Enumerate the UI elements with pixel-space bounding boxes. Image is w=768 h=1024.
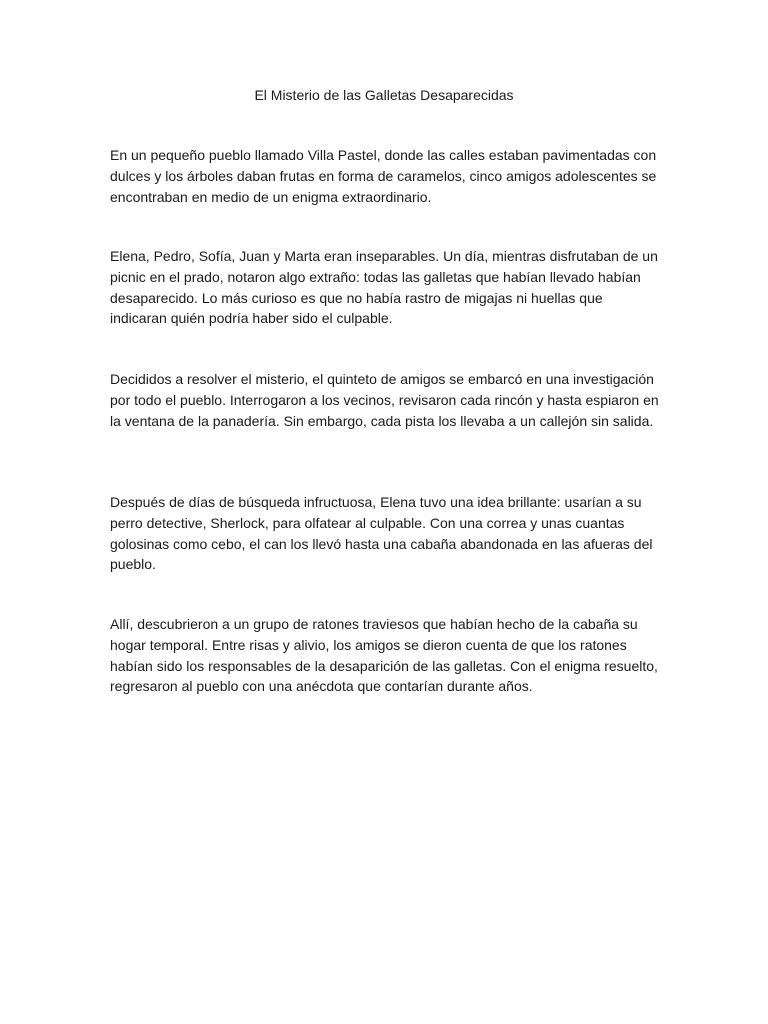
- document-title: El Misterio de las Galletas Desaparecidas: [254, 87, 514, 103]
- paragraph-2: Elena, Pedro, Sofía, Juan y Marta eran inseparables. Un día, mientras disfrutaban de un picnic en el prado, notaron algo extraño: todas las galletas que habían llevado habían desaparecido. Lo más curioso es que no había rastro de migajas ni huellas que indicaran quién podría haber sido el culpable.: [110, 248, 658, 327]
- paragraph-4: Después de días de búsqueda infructuosa, Elena tuvo una idea brillante: usarían a su perro detective, Sherlock, para olfatear al culpable. Con una correa y unas cuantas golosinas como cebo, el can los llevó hasta una cabaña abandonada en las afueras del pueblo.: [110, 494, 653, 573]
- paragraph-5: Allí, descubrieron a un grupo de ratones traviesos que habían hecho de la cabaña su hogar temporal. Entre risas y alivio, los amigos se dieron cuenta de que los ratones habían sido los responsables de la desaparición de las galletas. Con el enigma resuelto, regresaron al pueblo con una anécdota que contarían durante años.: [110, 616, 658, 695]
- paragraph-1: En un pequeño pueblo llamado Villa Pastel, donde las calles estaban pavimentadas con dulces y los árboles daban frutas en forma de caramelos, cinco amigos adolescentes se encontraban en medio de un enigma extraordinario.: [110, 147, 657, 205]
- paragraph-3: Decididos a resolver el misterio, el quinteto de amigos se embarcó en una investigación por todo el pueblo. Interrogaron a los vecinos, revisaron cada rincón y hasta espiaron en la ventana de la panadería. Sin embargo, cada pista los llevaba a un callejón sin salida.: [110, 371, 659, 429]
